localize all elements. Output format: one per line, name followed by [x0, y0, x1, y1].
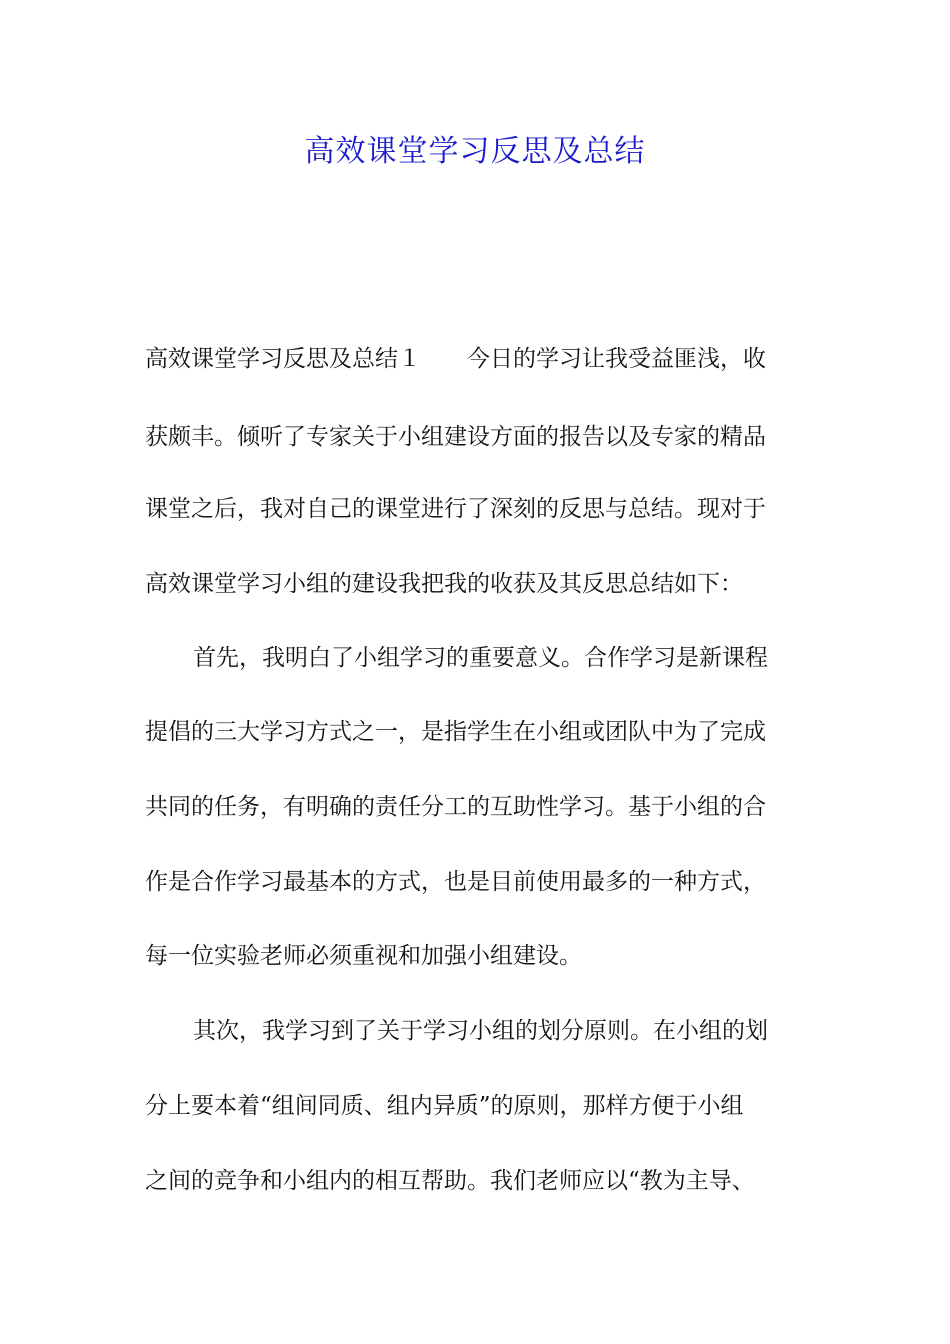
paragraph-line: 共同的任务，有明确的责任分工的互助性学习。基于小组的合 [145, 794, 766, 820]
paragraph-line: 获颇丰。倾听了专家关于小组建设方面的报告以及专家的精品 [145, 424, 766, 450]
paragraph-line: 作是合作学习最基本的方式，也是目前使用最多的一种方式， [145, 869, 766, 895]
paragraph-line: 其次，我学习到了关于学习小组的划分原则。在小组的划 [193, 1018, 768, 1044]
paragraph-line: 之间的竞争和小组内的相互帮助。我们老师应以“教为主导、 [145, 1168, 755, 1194]
paragraph-line: 高效课堂学习小组的建设我把我的收获及其反思总结如下： [145, 571, 743, 597]
paragraph-line: 首先，我明白了小组学习的重要意义。合作学习是新课程 [193, 645, 768, 671]
paragraph-line: 高效课堂学习反思及总结１ 今日的学习让我受益匪浅，收 [145, 346, 766, 372]
document-title: 高效课堂学习反思及总结 [304, 134, 646, 169]
paragraph-line: 每一位实验老师必须重视和加强小组建设。 [145, 943, 582, 969]
paragraph-line: 课堂之后，我对自己的课堂进行了深刻的反思与总结。现对于 [145, 496, 766, 522]
paragraph-line: 提倡的三大学习方式之一，是指学生在小组或团队中为了完成 [145, 719, 766, 745]
paragraph-line: 分上要本着“组间同质、组内异质”的原则，那样方便于小组 [145, 1093, 744, 1119]
